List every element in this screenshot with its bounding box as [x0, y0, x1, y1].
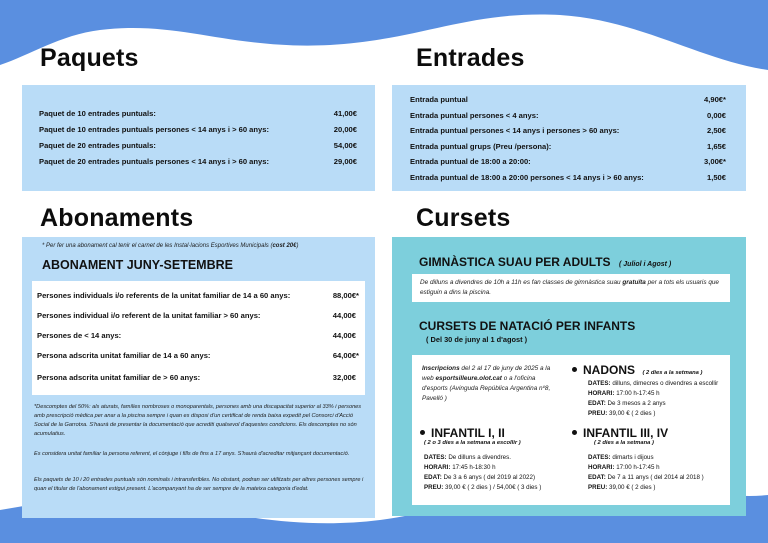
swim-courses-box [412, 355, 730, 505]
abonaments-panel [22, 237, 375, 518]
gym-info-box [412, 274, 730, 302]
abonaments-title: Abonaments [40, 204, 194, 232]
gym-text: De dilluns a divendres de 10h a 11h es fan classes de gimnàstica suau gratuïta per a tots els usuaris que estiguin a dins la piscina. [420, 279, 719, 296]
abonaments-table: Persones individuals i/o referents de la unitat familiar de 14 a 60 anys: 88,00€* Persones individual i/o referent de la unitat familiar > 60 anys: 44,00€ Persones de < 14 anys: 44,00€ Persona adscrita unitat familiar de 14 a 60 anys: 64,00€* Persona adscrita unitat familiar de > 60 anys: 32,00€ [32, 281, 365, 395]
entrades-title: Entrades [416, 44, 525, 72]
swim-period: ( Del 30 de juny al 1 d'agost ) [426, 335, 528, 344]
bullet-icon [420, 430, 425, 435]
abonaments-note: * Per fer una abonament cal tenir el carnet de les Instal·lacions Esportives Municipals (cost 20€) [42, 243, 299, 249]
entrades-panel: Entrada puntual 4,90€* Entrada puntual persones < 4 anys: 0,00€ Entrada puntual persones < 14 anys i persones > 60 anys: 2,50€ Entrada puntual grups (Preu /persona): 1,65€ Entrada puntual de 18:00 a 20:00: 3,00€* Entrada puntual de 18:00 a 20:00 persones < 14 anys i > 60 anys: 1,50€ [392, 85, 746, 191]
nadons-freq: ( 2 dies a la setmana ) [642, 370, 703, 376]
gym-period: ( Juliol i Agost ) [619, 261, 672, 268]
abonaments-subtitle: ABONAMENT JUNY-SETEMBRE [42, 258, 233, 272]
cursets-title: Cursets [416, 204, 511, 232]
abonaments-footnote-2: Es considera unitat familiar la persona referent, el cònjuge i fills de fins a 17 anys. S'haurà d'acreditar mitjançant documentació. [34, 451, 350, 457]
gym-heading [419, 253, 671, 271]
infantil34-details: DATES: dimarts i dijous HORARI: 17:00 h-17:45 h EDAT: De 7 a 11 anys ( del 2014 al 2018 ) PREU: 39,00 € ( 2 dies ) [588, 454, 704, 491]
abonaments-footnote-1: *Descomptes del 50%: als aturats, famílies nombroses o monoparentals, persones amb una discapacitat superior al 33% i persones amb prescripció mèdica per anar a la piscina sempre i quan es disposi d'un certificat de renda baixa expedit pel Consorci d'Acció Social de la Garrotxa. S'haurà de presentar la documentació que acrediti qualsevol d'aquestes condicions. Els descomptes no són acumulatius. [34, 404, 362, 437]
swim-title: CURSETS DE NATACIÓ PER INFANTS [419, 319, 636, 333]
bullet-icon [572, 367, 577, 372]
inscripcions-text: Inscripcions del 2 al 17 de juny de 2025 a la web esportsilleure.olot.cat o a l'oficina d'esports (Avinguda República Argentina nº8, Pavelló ) [422, 365, 551, 402]
nadons-title: NADONS [583, 363, 636, 377]
infantil12-details: DATES: De dilluns a divendres. HORARI: 17:45 h-18:30 h EDAT: De 3 a 6 anys ( del 2019 al 2022) PREU: 39,00 € ( 2 dies ) / 54,00€ ( 3 dies ) [424, 454, 542, 491]
paquets-panel: Paquet de 10 entrades puntuals: 41,00€ Paquet de 10 entrades puntuals persones < 14 anys i > 60 anys: 20,00€ Paquet de 20 entrades puntuals: 54,00€ Paquet de 20 entrades puntuals persones < 14 anys i > 60 anys: 29,00€ [22, 85, 375, 191]
nadons-heading [572, 361, 702, 379]
abonaments-footnote-3: Els paquets de 10 i 20 entrades puntuals són nominals i intransferibles. No obstant, podran ser utilitzats per altres persones sempre i quan el titular de l'abonament estigui present. L'acompanyant ha de ser sempre de la mateixa categoria d'edat. [34, 477, 364, 492]
gym-title: GIMNÀSTICA SUAU PER ADULTS [419, 255, 611, 269]
infantil34-freq: ( 2 dies a la setmana ) [594, 440, 654, 446]
infantil34-title: INFANTIL III, IV [583, 426, 669, 440]
cursets-panel [392, 237, 746, 516]
infantil12-freq: ( 2 o 3 dies a la setmana a escollir ) [424, 440, 521, 446]
infantil12-title: INFANTIL I, II [431, 426, 505, 440]
paquets-title: Paquets [40, 44, 139, 72]
bullet-icon [572, 430, 577, 435]
nadons-details: DATES: dilluns, dimecres o divendres a escollir HORARI: 17:00 h-17:45 h EDAT: De 3 mesos a 2 anys PREU: 39,00 € ( 2 dies ) [588, 380, 719, 417]
